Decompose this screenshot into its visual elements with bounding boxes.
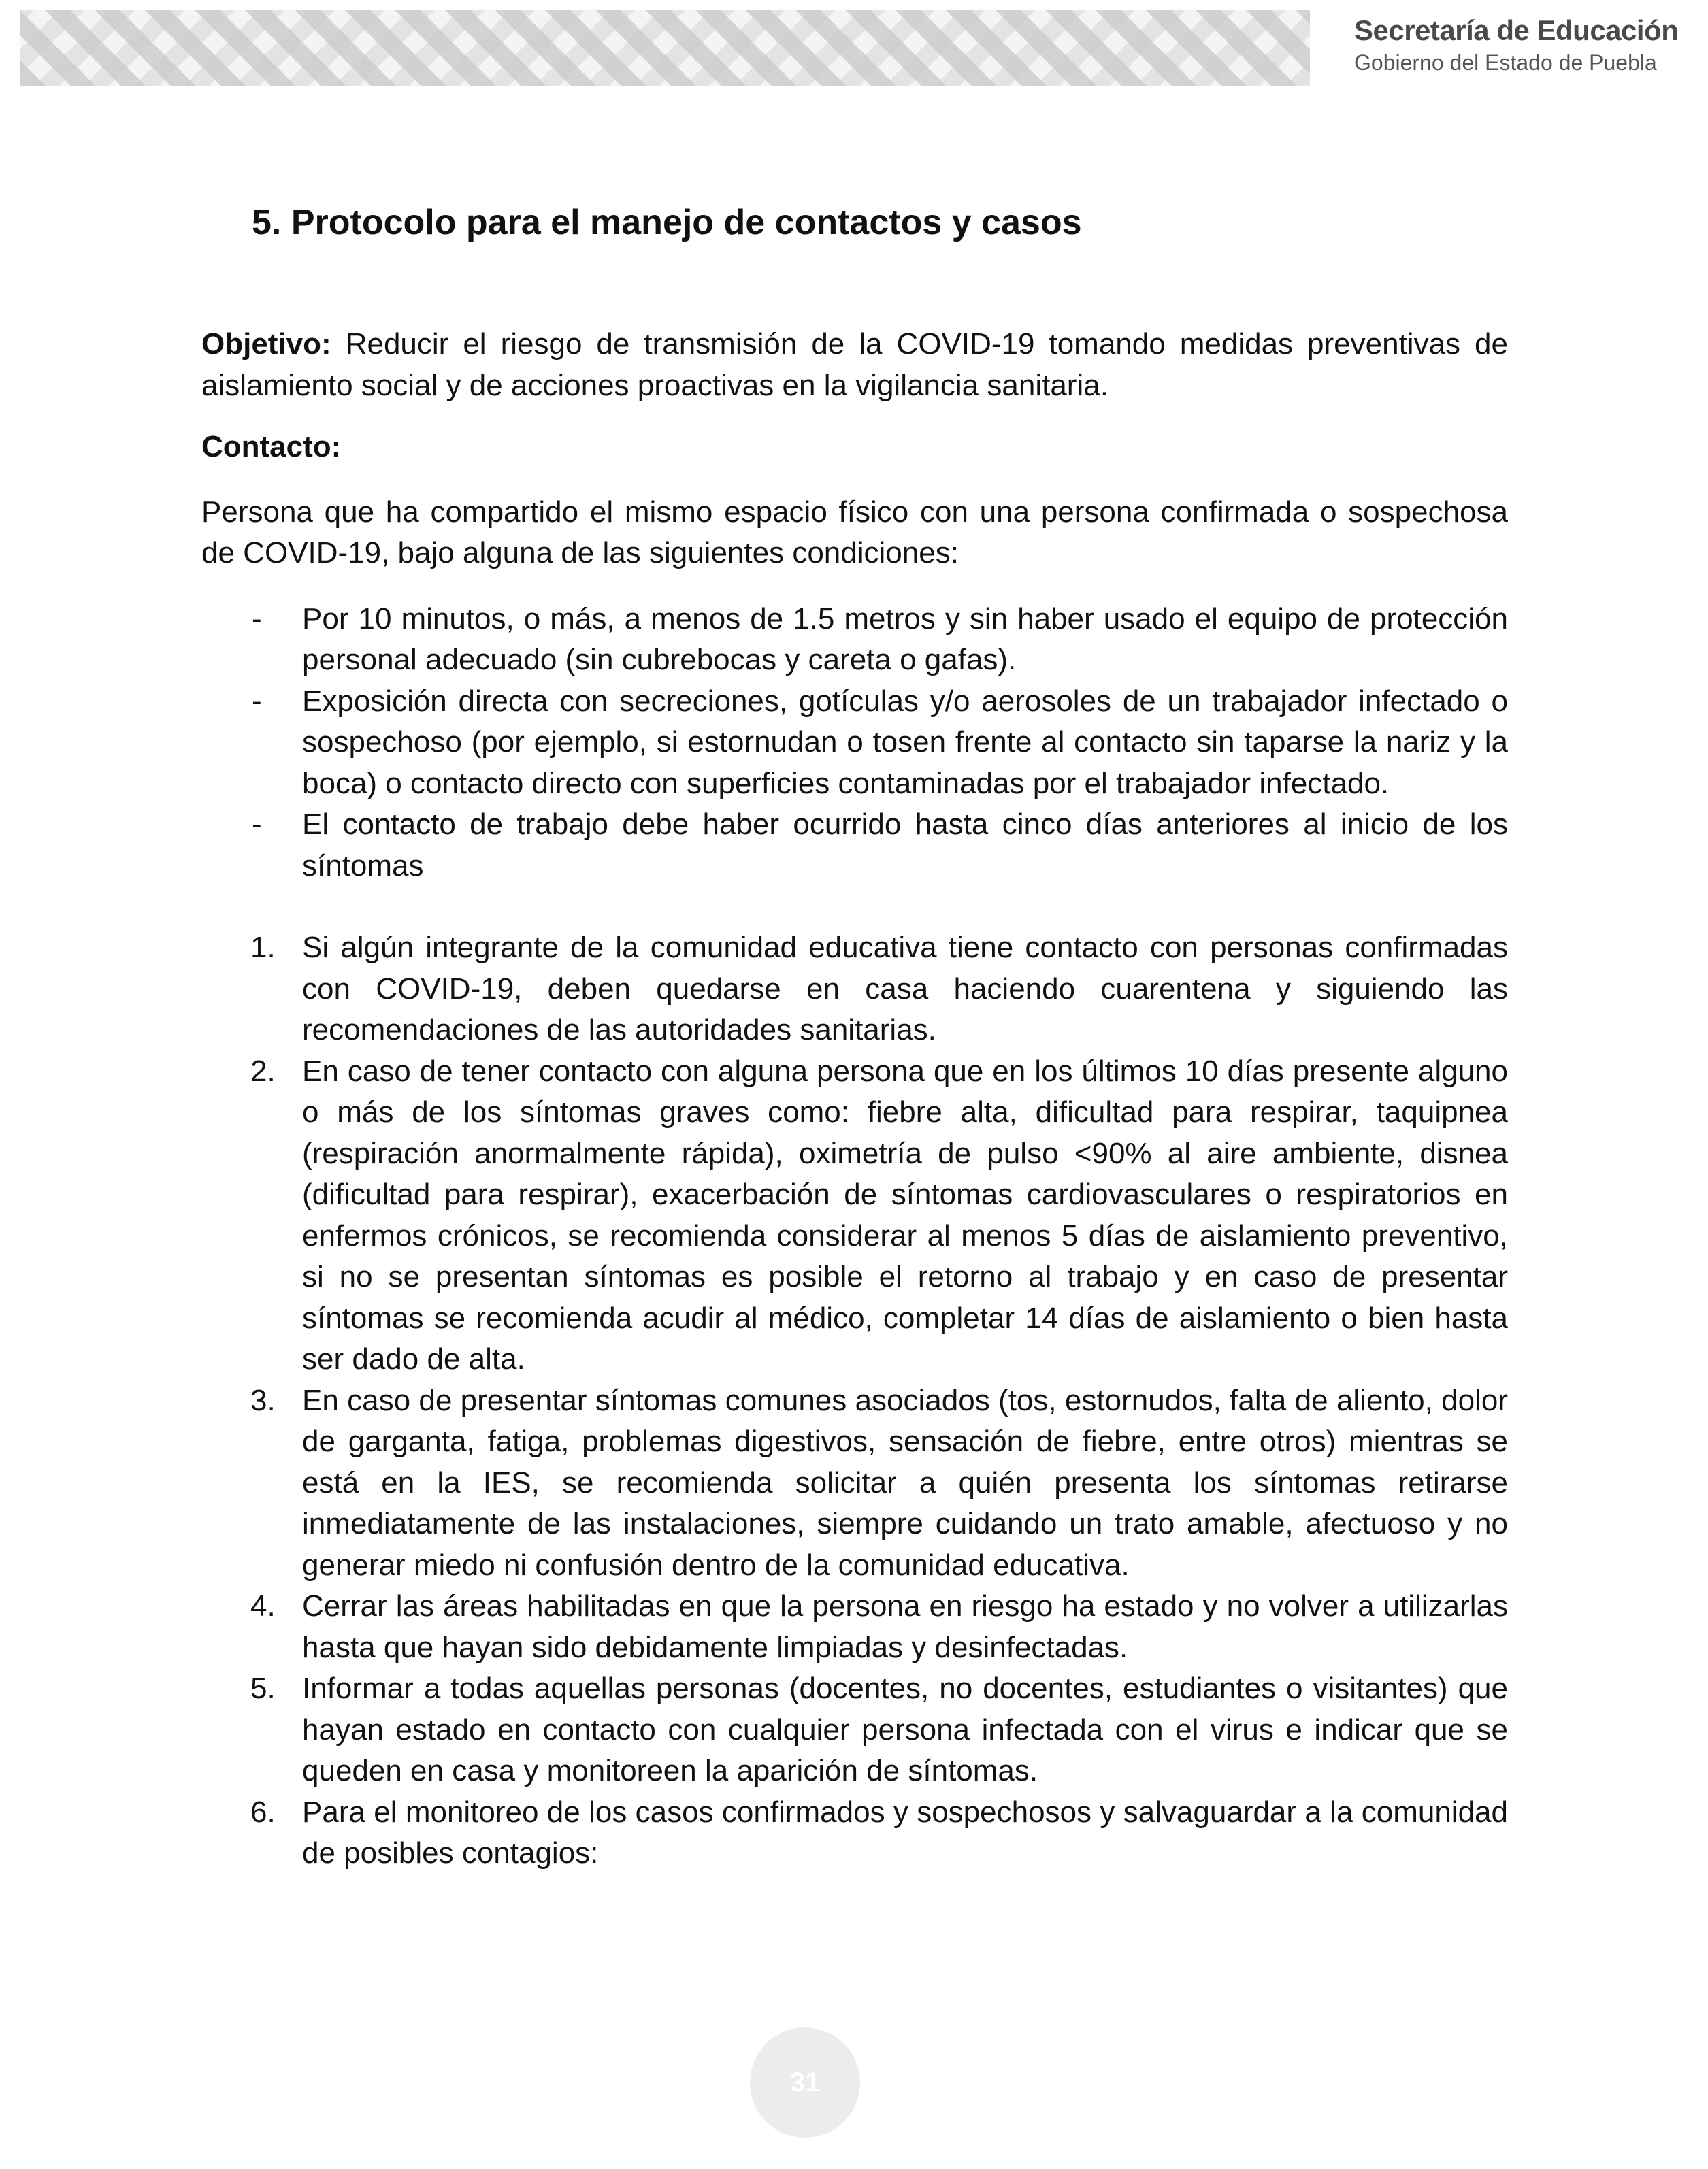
objective-text: Reducir el riesgo de transmisión de la COVID-19 tomando medidas preventivas de aislamiento social y de acciones proactivas en la vigilancia sanitaria.: [201, 327, 1508, 402]
list-marker: -: [252, 808, 262, 841]
section-title: 5. Protocolo para el manejo de contactos y casos: [252, 203, 1082, 242]
list-item-text: Exposición directa con secreciones, gotículas y/o aerosoles de un trabajador infectado o sospechoso (por ejemplo, si estornudan o tosen frente al contacto sin taparse la nariz y la boca) o contacto directo con superficies contaminadas por el trabajador infectado.: [302, 684, 1508, 800]
list-item-text: Por 10 minutos, o más, a menos de 1.5 metros y sin haber usado el equipo de protección personal adecuado (sin cubrebocas y careta o gafas).: [302, 601, 1508, 676]
list-item-text: El contacto de trabajo debe haber ocurrido hasta cinco días anteriores al inicio de los síntomas: [302, 808, 1508, 882]
contact-heading: Contacto:: [201, 430, 342, 463]
list-marker: -: [252, 684, 262, 718]
list-item: [201, 804, 1508, 887]
header-brand: [1354, 14, 1694, 76]
page-number-badge: [750, 2027, 860, 2138]
contact-conditions-list: [201, 599, 1508, 887]
list-item-text: Cerrar las áreas habilitadas en que la persona en riesgo ha estado y no volver a utilizarlas hasta que hayan sido debidamente limpiadas y desinfectadas.: [302, 1589, 1508, 1664]
list-item: [201, 599, 1508, 681]
list-item-text: Si algún integrante de la comunidad educativa tiene contacto con personas confirmadas con COVID-19, deben quedarse en casa haciendo cuarentena y siguiendo las recomendaciones de las autoridades sanitarias.: [302, 931, 1508, 1046]
list-marker: 1.: [250, 931, 276, 964]
list-item: [201, 1668, 1508, 1792]
header-pattern-banner: [20, 10, 1310, 86]
document-body: [201, 324, 1508, 1874]
list-item: [201, 927, 1508, 1051]
page-number: 31: [789, 2067, 821, 2098]
list-marker: 3.: [250, 1383, 276, 1417]
list-item: [201, 1792, 1508, 1874]
objective-paragraph: [201, 324, 1508, 406]
list-marker: 2.: [250, 1054, 276, 1088]
list-item: [201, 1051, 1508, 1380]
list-item: [201, 681, 1508, 805]
organization-title: Secretaría de Educación: [1354, 14, 1679, 46]
list-marker: -: [252, 601, 262, 635]
protocol-steps-list: [201, 927, 1508, 1874]
list-marker: 5.: [250, 1672, 276, 1705]
list-item: [201, 1380, 1508, 1587]
organization-subtitle: Gobierno del Estado de Puebla: [1354, 50, 1657, 75]
list-marker: 4.: [250, 1589, 276, 1623]
list-marker: 6.: [250, 1795, 276, 1829]
list-item: [201, 1586, 1508, 1668]
contact-definition: Persona que ha compartido el mismo espacio físico con una persona confirmada o sospechosa de COVID-19, bajo alguna de las siguientes condiciones:: [201, 495, 1508, 569]
objective-label: Objetivo:: [201, 327, 331, 361]
list-item-text: En caso de tener contacto con alguna persona que en los últimos 10 días presente alguno o más de los síntomas graves como: fiebre alta, dificultad para respirar, taquipnea (respiración anormalmente rápida), oximetría de pulso <90% al aire ambiente, disnea (dificultad para respirar), exacerbación de síntomas cardiovasculares o respiratorios en enfermos crónicos, se recomienda considerar al menos 5 días de aislamiento preventivo, si no se presentan síntomas es posible el retorno al trabajo y en caso de presentar síntomas se recomienda acudir al médico, completar 14 días de aislamiento o bien hasta ser dado de alta.: [302, 1054, 1508, 1376]
list-item-text: Informar a todas aquellas personas (docentes, no docentes, estudiantes o visitantes) que hayan estado en contacto con cualquier persona infectada con el virus e indicar que se queden en casa y monitoreen la aparición de síntomas.: [302, 1672, 1508, 1787]
list-item-text: En caso de presentar síntomas comunes asociados (tos, estornudos, falta de aliento, dolor de garganta, fatiga, problemas digestivos, sensación de fiebre, entre otros) mientras se está en la IES, se recomienda solicitar a quién presenta los síntomas retirarse inmediatamente de las instalaciones, siempre cuidando un trato amable, afectuoso y no generar miedo ni confusión dentro de la comunidad educativa.: [302, 1383, 1508, 1582]
list-item-text: Para el monitoreo de los casos confirmados y sospechosos y salvaguardar a la comunidad de posibles contagios:: [302, 1795, 1508, 1870]
